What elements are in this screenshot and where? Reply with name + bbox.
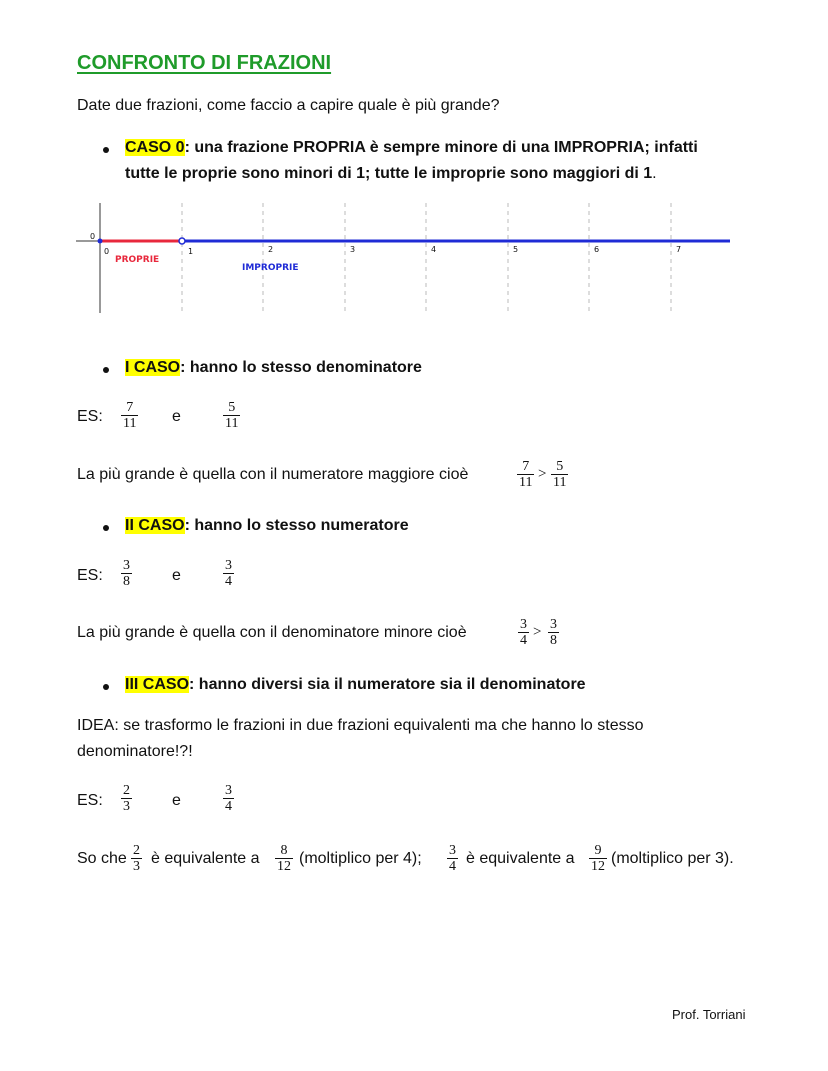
- grid-lines: [182, 203, 671, 313]
- greater-than-sign: >: [533, 624, 542, 640]
- tick-label: 2: [268, 245, 274, 254]
- caso3-e-label: e: [172, 792, 181, 809]
- caso3-so-che: So che: [77, 850, 127, 867]
- fraction: 7 11: [123, 400, 137, 431]
- number-line: [70, 198, 740, 318]
- tick-label: 3: [350, 245, 356, 254]
- caso0-line1: [125, 139, 698, 157]
- caso2-text: : hanno lo stesso numeratore: [184, 517, 409, 534]
- caso0-line2: [125, 165, 657, 183]
- caso0-label: CASO 0: [125, 139, 185, 156]
- caso0-text2: tutte le proprie sono minori di 1; tutte le improprie sono maggiori di 1: [125, 165, 653, 182]
- improprie-label: IMPROPRIE: [242, 263, 299, 273]
- caso3-es-label: ES:: [77, 792, 103, 809]
- tick-label: 7: [676, 245, 682, 254]
- caso3-mult2: (moltiplico per 3).: [611, 850, 734, 867]
- tick-label: 6: [594, 245, 600, 254]
- fraction: 3 4: [225, 783, 232, 814]
- caso0-text: : una frazione PROPRIA è sempre minore di una IMPROPRIA; infatti: [184, 139, 698, 156]
- caso2-es-label: ES:: [77, 567, 103, 584]
- point-one: [179, 238, 185, 244]
- fraction: 3 8: [550, 617, 557, 648]
- caso3-equiv1: è equivalente a: [151, 850, 260, 867]
- fraction: 5 11: [225, 400, 239, 431]
- caso3-text: : hanno diversi sia il numeratore sia il denominatore: [189, 676, 586, 693]
- point-zero: [98, 239, 103, 244]
- tick-label: 5: [513, 245, 519, 254]
- fraction: 2 3: [133, 843, 140, 874]
- caso2-label: II CASO: [125, 517, 185, 534]
- intro-text: Date due frazioni, come faccio a capire quale è più grande?: [77, 97, 500, 114]
- caso3-equiv2: è equivalente a: [466, 850, 575, 867]
- fraction: 8 12: [277, 843, 291, 874]
- caso2-conclusion: La più grande è quella con il denominatore minore cioè: [77, 624, 467, 641]
- caso3-label: III CASO: [125, 676, 190, 693]
- tick-label: 1: [188, 247, 194, 256]
- origin-label: 0: [90, 232, 96, 241]
- bullet-icon: [103, 684, 109, 690]
- fraction: 3 4: [449, 843, 456, 874]
- bullet-icon: [103, 147, 109, 153]
- caso1-text: : hanno lo stesso denominatore: [180, 359, 422, 376]
- caso0-text2-end: .: [652, 165, 657, 182]
- caso1-es-label: ES:: [77, 408, 103, 425]
- caso1-heading: [125, 359, 422, 377]
- caso1-conclusion: La più grande è quella con il numeratore maggiore cioè: [77, 466, 469, 483]
- caso3-heading: [125, 676, 586, 694]
- tick-label: 4: [431, 245, 437, 254]
- caso1-label: I CASO: [125, 359, 181, 376]
- greater-than-sign: >: [538, 466, 547, 482]
- caso3-idea-line1: IDEA: se trasformo le frazioni in due frazioni equivalenti ma che hanno lo stesso: [77, 717, 644, 734]
- fraction: 2 3: [123, 783, 130, 814]
- caso2-heading: [125, 517, 409, 535]
- proprie-label: PROPRIE: [115, 255, 160, 265]
- caso2-e-label: e: [172, 567, 181, 584]
- page-title: CONFRONTO DI FRAZIONI: [77, 52, 332, 74]
- fraction: 3 4: [225, 558, 232, 589]
- fraction: 3 8: [123, 558, 130, 589]
- bullet-icon: [103, 367, 109, 373]
- bullet-icon: [103, 525, 109, 531]
- footer-author: Prof. Torriani: [672, 1007, 746, 1022]
- fraction: 5 11: [553, 459, 567, 490]
- fraction: 9 12: [591, 843, 605, 874]
- caso3-idea-line2: denominatore!?!: [77, 743, 193, 760]
- caso3-mult1: (moltiplico per 4);: [299, 850, 422, 867]
- caso1-e-label: e: [172, 408, 181, 425]
- fraction: 7 11: [519, 459, 533, 490]
- tick-label: 0: [104, 247, 110, 256]
- fraction: 3 4: [520, 617, 527, 648]
